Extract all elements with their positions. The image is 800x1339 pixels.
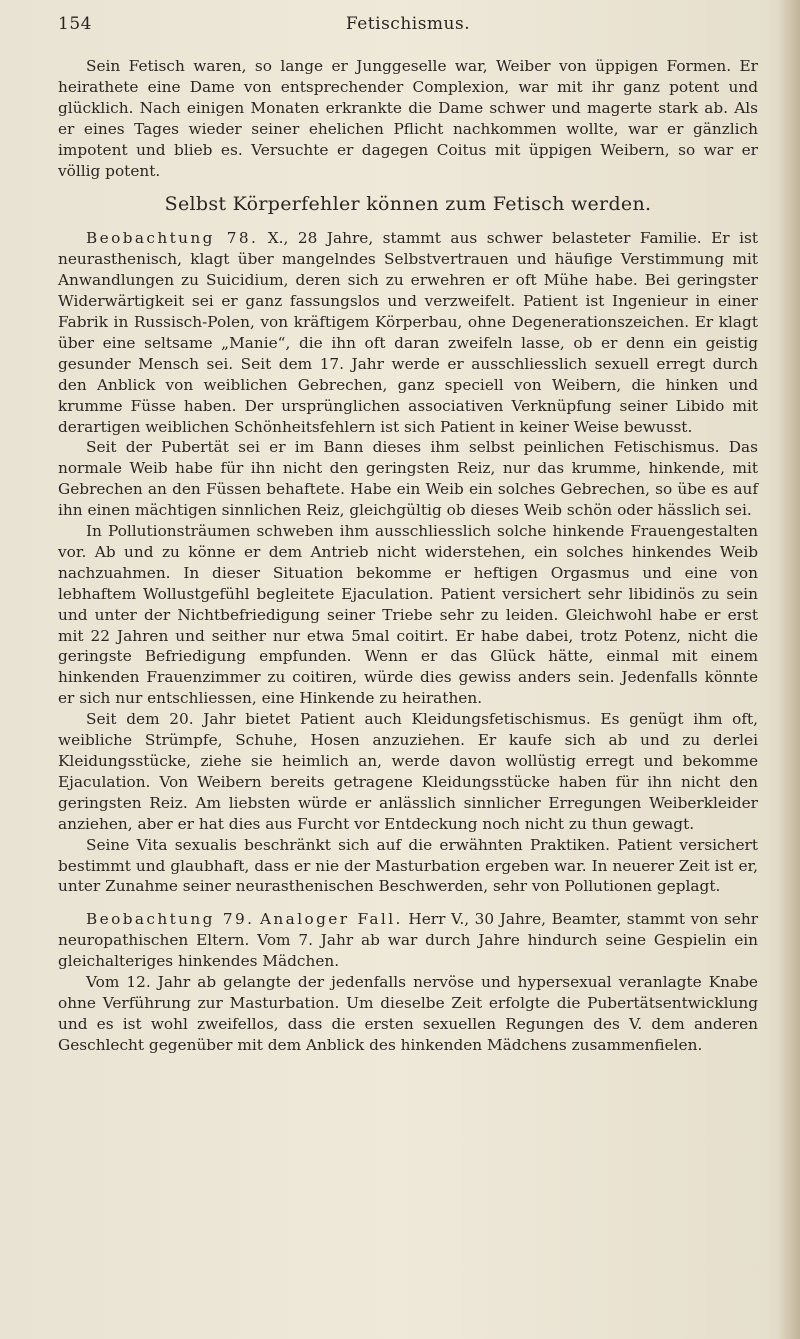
intro-paragraph: Sein Fetisch waren, so lange er Junggeselle war, Weiber von üppigen Formen. Er heirathete eine Dame von entsprechender Complexion, war mit ihr ganz potent und glücklich. Nach einigen Monaten erkrankte die Dame schwer und magerte stark ab. Als er eines Tages wieder seiner ehelichen Pflicht nachkommen wollte, war er gänzlich impotent und blieb es. Versuchte er dagegen Coitus mit üppigen Weibern, so war er völlig potent.	[58, 57, 758, 180]
observation-79-paragraph-2: Vom 12. Jahr ab gelangte der jedenfalls nervöse und hypersexual veranlagte Knabe ohne Verführung zur Masturbation. Um dieselbe Zeit erfolgte die Pubertätsentwicklung und es ist wohl zweifellos, dass die ersten sexuellen Regungen des V. dem anderen Geschlecht gegenüber mit dem Anblick des hinkenden Mädchens zusammenfielen.	[58, 973, 758, 1054]
observation-78-text-1: X., 28 Jahre, stammt aus schwer belasteter Familie. Er ist neurasthenisch, klagt über mangelndes Selbstvertrauen und häufige Verstimmung mit Anwandlungen zu Suicidium, deren sich zu erwehren er oft Mühe habe. Bei geringster Widerwärtigkeit sei er ganz fassungslos und verzweifelt. Patient ist Ingenieur in einer Fabrik in Russisch-Polen, von kräftigem Körperbau, ohne Degenerationszeichen. Er klagt über eine seltsame „Manie“, die ihn oft daran zweifeln lasse, ob er denn ein geistig gesunder Mensch sei. Seit dem 17. Jahr werde er ausschliesslich sexuell erregt durch den Anblick von weiblichen Gebrechen, ganz speciell von Weibern, die hinken und krumme Füsse haben. Der ursprünglichen associativen Verknüpfung seiner Libido mit derartigen weiblichen Schönheitsfehlern ist sich Patient in keiner Weise bewusst.	[58, 229, 758, 436]
observation-79-label: Beobachtung 79.	[86, 910, 255, 929]
page-body	[58, 56, 758, 1056]
observation-78-label: Beobachtung 78.	[86, 229, 259, 248]
page-header	[58, 14, 758, 48]
observation-78-paragraph-2: Seit der Pubertät sei er im Bann dieses ihm selbst peinlichen Fetischismus. Das normale Weib habe für ihn nicht den geringsten Reiz, nur das krumme, hinkende, mit Gebrechen an den Füssen behaftete. Habe ein Weib ein solches Gebrechen, so übe es auf ihn einen mächtigen sinnlichen Reiz, gleichgültig ob dieses Weib schön oder hässlich sei.	[58, 438, 758, 520]
observation-78-paragraph-3: In Pollutionsträumen schweben ihm ausschliesslich solche hinkende Frauengestalten vor. Ab und zu könne er dem Antrieb nicht widerstehen, ein solches hinkendes Weib nachzuahmen. In dieser Situation bekomme er heftigen Orgasmus und eine von lebhaftem Wollustgefühl begleitete Ejaculation. Patient versichert sehr libidinös zu sein und unter der Nichtbefriedigung seiner Triebe sehr zu leiden. Gleichwohl habe er erst mit 22 Jahren und seither nur etwa 5mal coitirt. Er habe dabei, trotz Potenz, nicht die geringste Befriedigung empfunden. Wenn er das Glück hätte, einmal mit einem hinkenden Frauenzimmer zu coitiren, würde dies gewiss anders sein. Jedenfalls könnte er sich nur entschliessen, eine Hinkende zu heirathen.	[58, 522, 758, 708]
observation-78-paragraph-1	[58, 228, 758, 437]
observation-79-paragraph-1	[58, 909, 758, 972]
section-heading: Selbst Körperfehler können zum Fetisch werden.	[164, 193, 652, 216]
observation-78-paragraph-4: Seit dem 20. Jahr bietet Patient auch Kleidungsfetischismus. Es genügt ihm oft, weibliche Strümpfe, Schuhe, Hosen anzuziehen. Er kaufe sich ab und zu derlei Kleidungsstücke, ziehe sie heimlich an, werde davon wollüstig erregt und bekomme Ejaculation. Von Weibern bereits getragene Kleidungsstücke haben für ihn nicht den geringsten Reiz. Am liebsten würde er anlässlich sinnlicher Erregungen Weiberkleider anziehen, aber er hat dies aus Furcht vor Entdeckung noch nicht zu thun gewagt.	[58, 710, 758, 833]
running-title: Fetischismus.	[345, 14, 471, 34]
page-edge-shadow	[778, 0, 800, 1339]
page-number: 154	[58, 14, 92, 34]
observation-79-title: Analoger Fall.	[259, 910, 403, 929]
observation-78-paragraph-5: Seine Vita sexualis beschränkt sich auf die erwähnten Praktiken. Patient versichert bestimmt und glaubhaft, dass er nie der Masturbation ergeben war. In neuerer Zeit ist er, unter Zunahme seiner neurasthenischen Beschwerden, sehr von Pollutionen geplagt.	[58, 835, 758, 896]
observation-79-text-1: Herr V., 30 Jahre, Beamter, stammt von sehr neuropathischen Eltern. Vom 7. Jahr ab war durch Jahre hindurch seine Gespielin ein gleichalteriges hinkendes Mädchen.	[58, 910, 759, 971]
